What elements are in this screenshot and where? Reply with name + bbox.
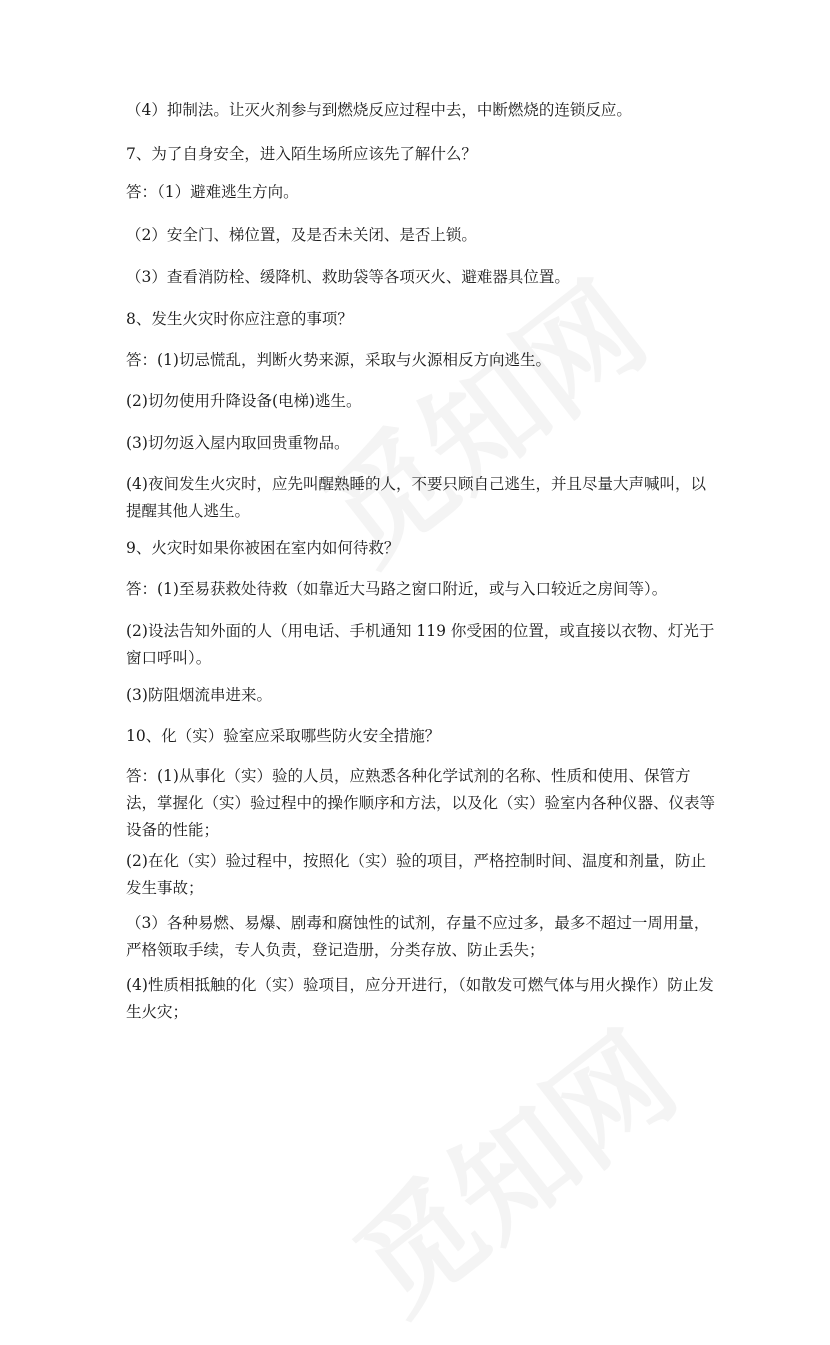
answer-paragraph: 答：(1)从事化（实）验的人员，应熟悉各种化学试剂的名称、性质和使用、保管方法，掌握化（实）验过程中的操作顺序和方法，以及化（实）验室内各种仪器、仪表等设备的性能；	[126, 767, 716, 839]
answer-paragraph: (2)切勿使用升降设备(电梯)逃生。	[126, 392, 362, 410]
answer-paragraph: (4)性质相抵触的化（实）验项目，应分开进行，（如散发可燃气体与用火操作）防止发生火灾；	[126, 976, 714, 1021]
answer-paragraph: 答：(1)至易获救处待救（如靠近大马路之窗口附近，或与入口较近之房间等）。	[126, 580, 668, 598]
question-heading: 8、发生火灾时你应注意的事项？	[126, 310, 353, 328]
answer-paragraph: (3)防阻烟流串进来。	[126, 686, 272, 704]
answer-paragraph: (4)夜间发生火灾时，应先叫醒熟睡的人，不要只顾自己逃生，并且尽量大声喊叫，以提醒其他人逃生。	[126, 475, 706, 520]
answer-paragraph: （2）安全门、梯位置，及是否未关闭、是否上锁。	[126, 226, 477, 244]
answer-paragraph: 答：(1)切忌慌乱，判断火势来源，采取与火源相反方向逃生。	[126, 351, 551, 369]
answer-paragraph: (3)切勿返入屋内取回贵重物品。	[126, 434, 350, 452]
paragraph: （4）抑制法。让灭火剂参与到燃烧反应过程中去，中断燃烧的连锁反应。	[126, 101, 632, 119]
question-heading: 9、火灾时如果你被困在室内如何待救？	[126, 539, 400, 557]
answer-paragraph: (2)在化（实）验过程中，按照化（实）验的项目，严格控制时间、温度和剂量，防止发生事故；	[126, 852, 706, 897]
answer-paragraph: （3）各种易燃、易爆、剧毒和腐蚀性的试剂，存量不应过多，最多不超过一周用量，严格领取手续，专人负责，登记造册，分类存放、防止丢失；	[126, 914, 710, 959]
watermark-logo-bottom	[315, 987, 705, 1344]
answer-paragraph: (2)设法告知外面的人（用电话、手机通知 119 你受困的位置，或直接以衣物、灯光于窗口呼叫）。	[126, 622, 715, 667]
question-heading: 10、化（实）验室应采取哪些防火安全措施？	[126, 727, 441, 745]
question-heading: 7、为了自身安全，进入陌生场所应该先了解什么？	[126, 145, 477, 163]
answer-paragraph: （3）查看消防栓、缓降机、救助袋等各项灭火、避难器具位置。	[126, 268, 570, 286]
answer-paragraph: 答：（1）避难逃生方向。	[126, 183, 299, 201]
